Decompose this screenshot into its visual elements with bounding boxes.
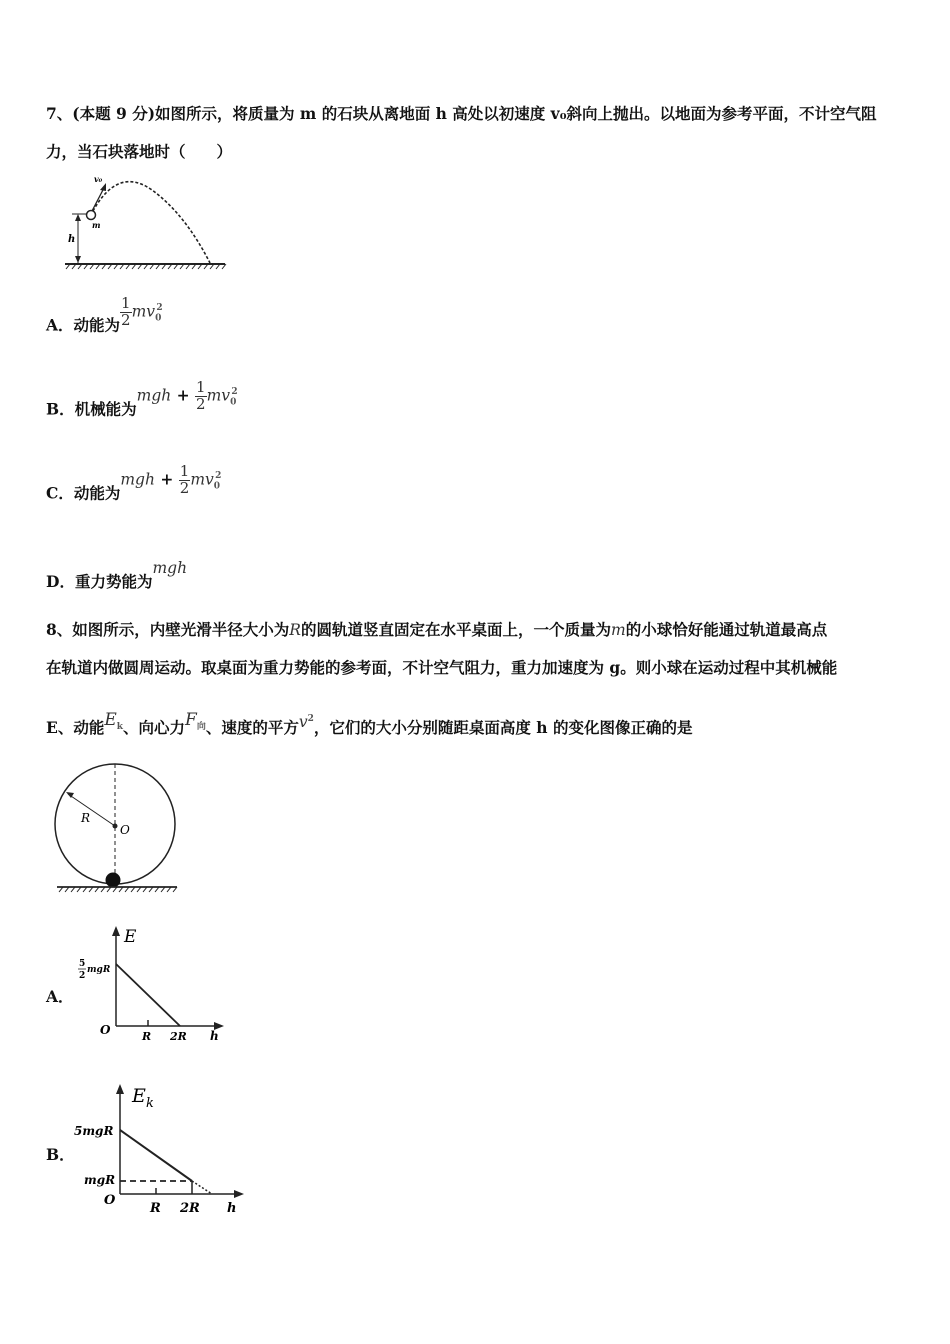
option-letter: A． xyxy=(46,315,74,335)
q8-option-a[interactable]: A． xyxy=(46,987,74,1006)
R-label: R xyxy=(81,811,91,825)
option-text: 机械能为 xyxy=(74,399,137,419)
m-label: m xyxy=(92,220,101,230)
q8-circle-track-figure xyxy=(55,762,180,894)
kinetic-line-extension xyxy=(192,1181,212,1194)
option-letter: B． xyxy=(46,399,75,419)
option-text: 动能为 xyxy=(73,483,121,503)
x-tick-R: R xyxy=(150,1201,161,1216)
y-value-label: mgR xyxy=(87,965,111,975)
ball xyxy=(106,873,121,888)
center-point xyxy=(113,824,118,829)
y-axis-label-sub: k xyxy=(146,1096,154,1111)
q8-option-a-graph xyxy=(72,922,232,1048)
h-label: h xyxy=(68,234,76,245)
q8-option-b-graph xyxy=(72,1078,252,1218)
q7-option-c[interactable]: C．动能为mgh + $\frac{1}{2}$ $mv_0^2$ xyxy=(46,462,222,503)
q7-option-a[interactable]: A．动能为 $\frac{1}{2}$ $mv_0^2$ xyxy=(46,294,163,335)
O-label: O xyxy=(120,823,130,837)
y-value-5mgR: 5mgR xyxy=(74,1124,114,1138)
kinetic-line xyxy=(120,1130,192,1181)
option-text: 重力势能为 xyxy=(74,572,153,591)
q8-option-b[interactable]: B． xyxy=(46,1145,75,1164)
option-text: 动能为 xyxy=(73,315,121,335)
y-value-num: 5 xyxy=(79,959,86,969)
x-tick-R: R xyxy=(142,1030,152,1043)
x-tick-2R: 2R xyxy=(180,1201,200,1216)
q7-line-1: 7、(本题 9 分)如图所示，将质量为 m 的石块从离地面 h 高处以初速度 v₀斜向上抛出。以地面为参考平面，不计空气阻 xyxy=(46,104,877,123)
y-axis-label: E xyxy=(132,1085,146,1107)
q8-line-2: 在轨道内做圆周运动。取桌面为重力势能的参考面，不计空气阻力，重力加速度为 g。则小球在运动过程中其机械能 xyxy=(46,658,838,677)
x-axis-label: h xyxy=(210,1029,219,1043)
y-value-mgR: mgR xyxy=(84,1173,116,1187)
q7-projectile-figure xyxy=(60,172,230,272)
x-axis-label: h xyxy=(227,1201,237,1216)
x-tick-2R: 2R xyxy=(170,1030,187,1043)
q8-line-3: E、动能$E_k$、向心力$F_向$、速度的平方$v^2$，它们的大小分别随距桌面高度 h 的变化图像正确的是 xyxy=(46,710,693,737)
origin-label: O xyxy=(100,1023,111,1037)
trajectory xyxy=(93,182,210,263)
q7-option-d[interactable]: D．重力势能为mgh xyxy=(46,559,188,591)
radius-arrow xyxy=(68,794,115,826)
stone xyxy=(87,211,96,220)
v0-label: v₀ xyxy=(94,174,103,184)
option-letter: C． xyxy=(46,483,74,503)
q8-line-1: 8、如图所示，内壁光滑半径大小为R的圆轨道竖直固定在水平桌面上，一个质量为m的小球恰好能通过轨道最高点 xyxy=(46,620,828,639)
origin-label: O xyxy=(104,1193,116,1208)
option-letter: D． xyxy=(46,572,75,591)
q7-line-2: 力，当石块落地时（ ） xyxy=(46,142,233,161)
y-value-den: 2 xyxy=(79,971,86,981)
y-axis-label: E xyxy=(124,927,137,947)
q7-option-b[interactable]: B．机械能为mgh + $\frac{1}{2}$ $mv_0^2$ xyxy=(46,378,238,419)
energy-line xyxy=(116,964,180,1026)
